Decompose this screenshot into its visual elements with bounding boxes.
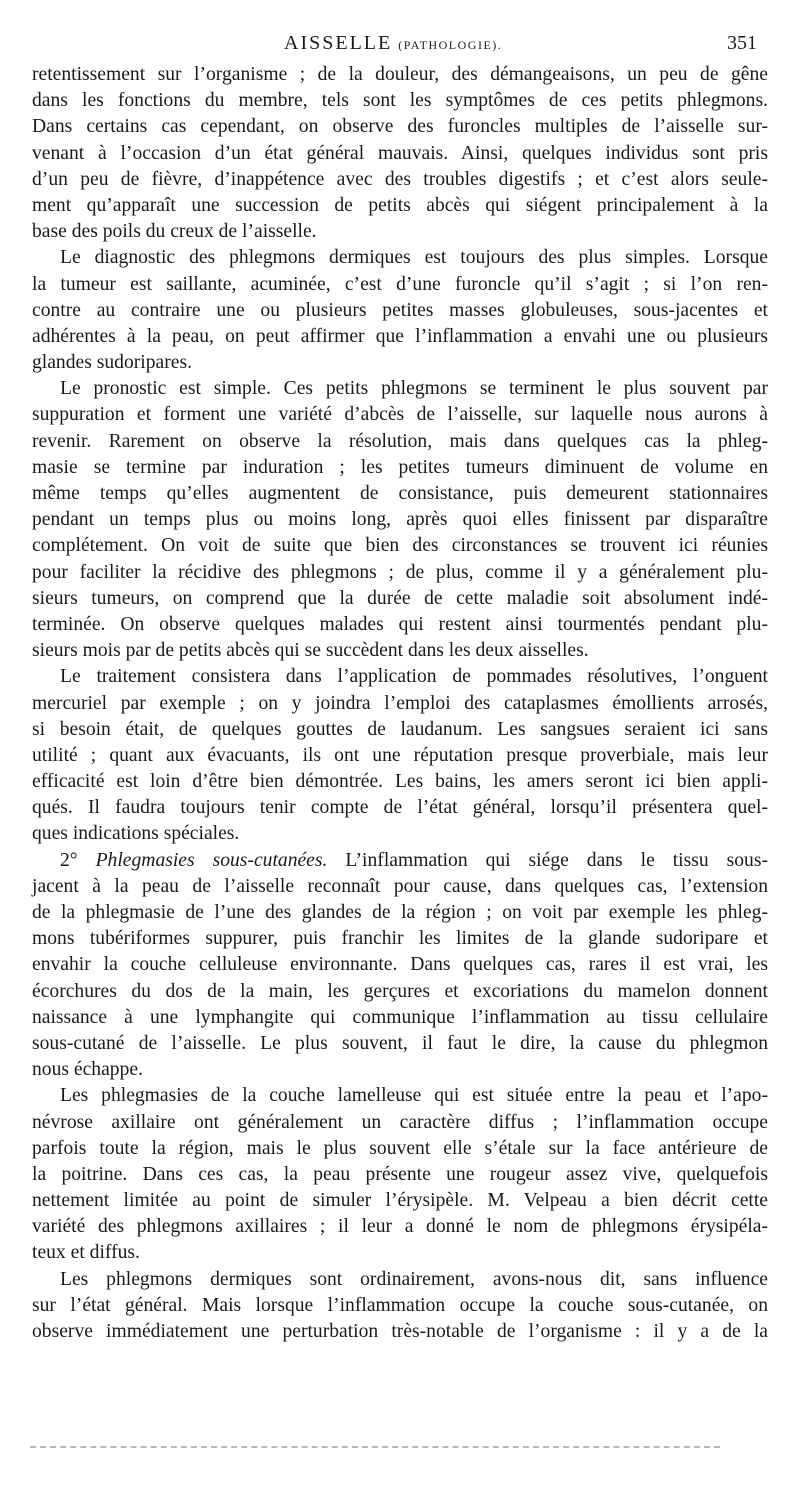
text-line: si besoin était, de quelques gouttes de laudanum. Les sangsues seraient ici sans	[32, 718, 768, 740]
text-line: envahir la couche celluleuse environnante. Dans quelques cas, rares il est vrai, les	[32, 954, 768, 976]
section-number: 2°	[60, 849, 96, 871]
text-line: suppuration et forment une variété d’abcès de l’aisselle, sur laquelle nous aurons à	[32, 404, 768, 426]
text-line: utilité ; quant aux évacuants, ils ont une réputation presque proverbiale, mais leur	[32, 744, 768, 766]
text-line: Le pronostic est simple. Ces petits phlegmons se terminent le plus souvent par	[60, 378, 768, 400]
footer-rule	[30, 1446, 720, 1448]
text-line: adhérentes à la peau, on peut affirmer que l’inflammation a envahi une ou plusieurs	[32, 325, 768, 347]
text-line: dans les fonctions du membre, tels sont les symptômes de ces petits phlegmons.	[32, 90, 768, 112]
text-line: pendant un temps plus ou moins long, après quoi elles finissent par disparaître	[32, 509, 768, 531]
page-number: 351	[727, 32, 757, 54]
text-line: teux et diffus.	[32, 1242, 140, 1264]
paragraph	[32, 245, 768, 376]
text-line: contre au contraire une ou plusieurs petites masses globuleuses, sous-jacentes et	[32, 299, 768, 321]
paragraph	[32, 664, 768, 847]
text-line: la poitrine. Dans ces cas, la peau présente une rougeur assez vive, quelquefois	[32, 1163, 768, 1185]
text-line: revenir. Rarement on observe la résolution, mais dans quelques cas la phleg-	[32, 430, 768, 452]
text-line: efficacité est loin d’être bien démontrée. Les bains, les amers seront ici bien appli-	[32, 771, 768, 793]
text-line: même temps qu’elles augmentent de consistance, puis demeurent stationnaires	[32, 483, 768, 504]
text-line: Dans certains cas cependant, on observe des furoncles multiples de l’aisselle sur-	[32, 116, 768, 138]
text-line: sur l’état général. Mais lorsque l’inflammation occupe la couche sous-cutanée, on	[32, 1294, 768, 1316]
section-lead-text: L’inflammation qui siége dans le tissu sous-	[327, 849, 768, 871]
text-line: nettement limitée au point de simuler l’érysipèle. M. Velpeau a bien décrit cette	[32, 1190, 768, 1212]
text-line: pour faciliter la récidive des phlegmons ; de plus, comme il y a généralement plu-	[32, 561, 768, 583]
body-text	[32, 62, 768, 1345]
text-line: la tumeur est saillante, acuminée, c’est d’une furoncle qu’il s’agit ; si l’on ren-	[32, 273, 768, 295]
text-line: complétement. On voit de suite que bien des circonstances se trouvent ici réunies	[32, 535, 768, 557]
text-line: ment qu’apparaît une succession de petits abcès qui siégent principalement à la	[32, 194, 768, 216]
text-line: parfois toute la région, mais le plus souvent elle s’étale sur la face antérieure de	[32, 1137, 768, 1159]
running-title-text: AISSELLE	[284, 32, 393, 54]
text-line: venant à l’occasion d’un état général mauvais. Ainsi, quelques individus sont pris	[32, 142, 768, 164]
text-line: de la phlegmasie de l’une des glandes de la région ; on voit par exemple les phleg-	[32, 902, 768, 923]
section-heading: Phlegmasies sous-cutanées.	[95, 849, 328, 871]
text-line: naissance à une lymphangite qui communique l’inflammation au tissu cellulaire	[32, 1006, 768, 1028]
text-line: jacent à la peau de l’aisselle reconnaît pour cause, dans quelques cas, l’extension	[32, 875, 768, 897]
paragraph	[32, 1083, 768, 1266]
text-line: ques indications spéciales.	[32, 823, 240, 845]
text-line: sieurs mois par de petits abcès qui se succèdent dans les deux aisselles.	[32, 640, 589, 662]
text-line: Les phlegmons dermiques sont ordinairement, avons-nous dit, sans influence	[60, 1268, 768, 1290]
paragraph	[32, 376, 768, 664]
text-line	[32, 848, 768, 874]
text-line: terminée. On observe quelques malades qui restent ainsi tourmentés pendant plu-	[32, 613, 768, 635]
text-line: Le traitement consistera dans l’application de pommades résolutives, l’onguent	[60, 666, 768, 688]
text-line: mons tubériformes suppurer, puis franchir les limites de la glande sudoripare et	[32, 928, 768, 950]
text-line: Le diagnostic des phlegmons dermiques est toujours des plus simples. Lorsque	[60, 247, 768, 269]
text-line: variété des phlegmons axillaires ; il leur a donné le nom de phlegmons érysipéla-	[32, 1216, 768, 1238]
text-line: glandes sudoripares.	[32, 352, 192, 374]
running-head	[0, 26, 800, 62]
running-subtitle: (PATHOLOGIE).	[398, 38, 503, 52]
text-line: névrose axillaire ont généralement un caractère diffus ; l’inflammation occupe	[32, 1111, 768, 1133]
text-line: écorchures du dos de la main, les gerçures et excoriations du mamelon donnent	[32, 980, 768, 1002]
text-line: retentissement sur l’organisme ; de la douleur, des démangeaisons, un peu de gêne	[32, 64, 768, 85]
text-line: observe immédiatement une perturbation très-notable de l’organisme : il y a de la	[32, 1321, 768, 1342]
running-title	[284, 32, 502, 55]
paragraph	[32, 62, 768, 245]
text-line: sous-cutané de l’aisselle. Le plus souvent, il faut le dire, la cause du phlegmon	[32, 1032, 768, 1054]
paragraph	[32, 848, 768, 1084]
text-line: Les phlegmasies de la couche lamelleuse qui est située entre la peau et l’apo-	[60, 1085, 768, 1107]
text-line: sieurs tumeurs, on comprend que la durée de cette maladie soit absolument indé-	[32, 587, 768, 609]
text-line: base des poils du creux de l’aisselle.	[32, 221, 317, 243]
text-line: masie se termine par induration ; les petites tumeurs diminuent de volume en	[32, 456, 768, 478]
text-line: qués. Il faudra toujours tenir compte de l’état général, lorsqu’il présentera quel-	[32, 797, 768, 819]
text-line: mercuriel par exemple ; on y joindra l’emploi des cataplasmes émollients arrosés,	[32, 692, 768, 714]
text-line: nous échappe.	[32, 1059, 143, 1081]
text-line: d’un peu de fièvre, d’inappétence avec des troubles digestifs ; et c’est alors seule-	[32, 168, 768, 190]
paragraph	[32, 1267, 768, 1346]
